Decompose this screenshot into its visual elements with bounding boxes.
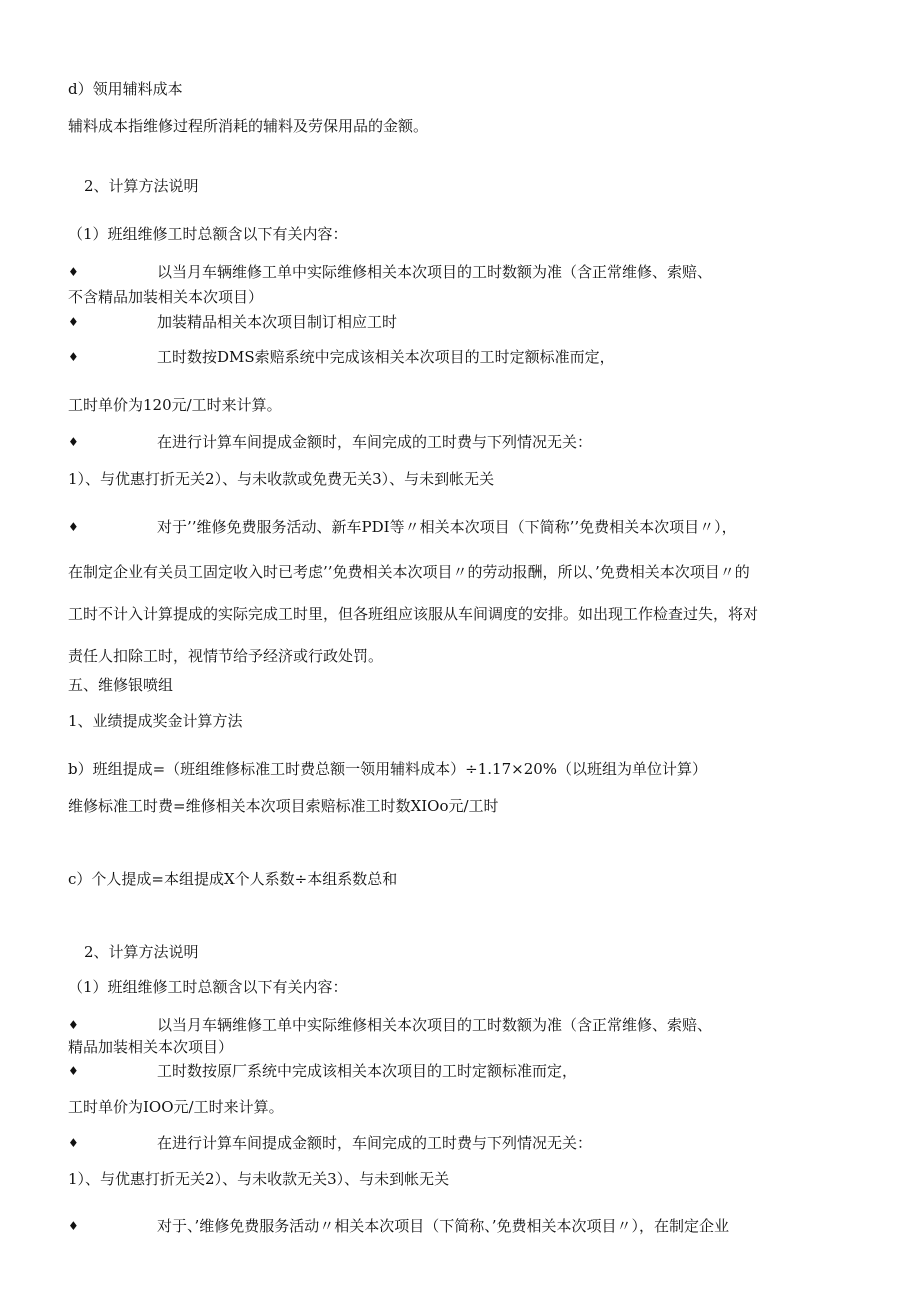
bullet-text: 在进行计算车间提成金额时，车间完成的工时费与下列情况无关： bbox=[157, 433, 593, 451]
paragraph: 工时单价为IOO元/工时来计算。 bbox=[68, 1098, 284, 1116]
bullet-icon: ♦ bbox=[68, 1136, 79, 1150]
subsection-heading: （1）班组维修工时总额含以下有关内容： bbox=[68, 225, 348, 243]
bullet-text-continued: 不含精品加装相关本次项目） bbox=[68, 288, 264, 306]
formula: b）班组提成=（班组维修标准工时费总额一领用辅料成本）÷1.17×20%（以班组为单位计算） bbox=[68, 760, 708, 778]
subsection-heading: 1、业绩提成奖金计算方法 bbox=[68, 712, 243, 730]
bullet-text: 对于、’维修免费服务活动〃相关本次项目（下简称、’免费相关本次项目〃），在制定企业 bbox=[157, 1217, 730, 1235]
bullet-text: 以当月车辆维修工单中实际维修相关本次项目的工时数额为准（含正常维修、索赔、 bbox=[157, 1016, 713, 1034]
formula: c）个人提成=本组提成X个人系数÷本组系数总和 bbox=[68, 870, 398, 888]
paragraph: 工时单价为120元/工时来计算。 bbox=[68, 396, 282, 414]
bullet-icon: ♦ bbox=[68, 1219, 79, 1233]
paragraph: 责任人扣除工时，视情节给予经济或行政处罚。 bbox=[68, 647, 384, 665]
bullet-icon: ♦ bbox=[68, 350, 79, 364]
bullet-icon: ♦ bbox=[68, 1064, 79, 1078]
bullet-icon: ♦ bbox=[68, 265, 79, 279]
bullet-text: 对于’’维修免费服务活动、新车PDI等〃相关本次项目（下简称’’免费相关本次项目〃）， bbox=[157, 518, 737, 536]
paragraph: 在制定企业有关员工固定收入时已考虑’’免费相关本次项目〃的劳动报酬，所以、’免费相关本次项目〃的 bbox=[68, 563, 750, 581]
section-heading: 五、维修银喷组 bbox=[68, 676, 174, 694]
bullet-icon: ♦ bbox=[68, 315, 79, 329]
subsection-heading: （1）班组维修工时总额含以下有关内容： bbox=[68, 978, 348, 996]
paragraph: 工时不计入计算提成的实际完成工时里，但各班组应该服从车间调度的安排。如出现工作检查过失，将对 bbox=[68, 605, 759, 623]
bullet-text: 在进行计算车间提成金额时，车间完成的工时费与下列情况无关： bbox=[157, 1134, 593, 1152]
section-heading: 2、计算方法说明 bbox=[84, 177, 199, 195]
item-d-heading: d）领用辅料成本 bbox=[68, 80, 183, 98]
bullet-icon: ♦ bbox=[68, 435, 79, 449]
bullet-text: 工时数按原厂系统中完成该相关本次项目的工时定额标准而定， bbox=[157, 1062, 578, 1080]
bullet-text: 工时数按DMS索赔系统中完成该相关本次项目的工时定额标准而定， bbox=[157, 348, 615, 366]
bullet-text-continued: 精品加装相关本次项目） bbox=[68, 1038, 234, 1056]
formula: 维修标准工时费=维修相关本次项目索赔标准工时数XIOo元/工时 bbox=[68, 797, 499, 815]
bullet-icon: ♦ bbox=[68, 520, 79, 534]
paragraph: 1）、与优惠打折无关2）、与未收款无关3）、与未到帐无关 bbox=[68, 1170, 450, 1188]
paragraph: 辅料成本指维修过程所消耗的辅料及劳保用品的金额。 bbox=[68, 117, 429, 135]
bullet-text: 加装精品相关本次项目制订相应工时 bbox=[157, 313, 398, 331]
bullet-text: 以当月车辆维修工单中实际维修相关本次项目的工时数额为准（含正常维修、索赔、 bbox=[157, 263, 713, 281]
bullet-icon: ♦ bbox=[68, 1018, 79, 1032]
paragraph: 1）、与优惠打折无关2）、与未收款或免费无关3）、与未到帐无关 bbox=[68, 470, 495, 488]
section-heading: 2、计算方法说明 bbox=[84, 943, 199, 961]
